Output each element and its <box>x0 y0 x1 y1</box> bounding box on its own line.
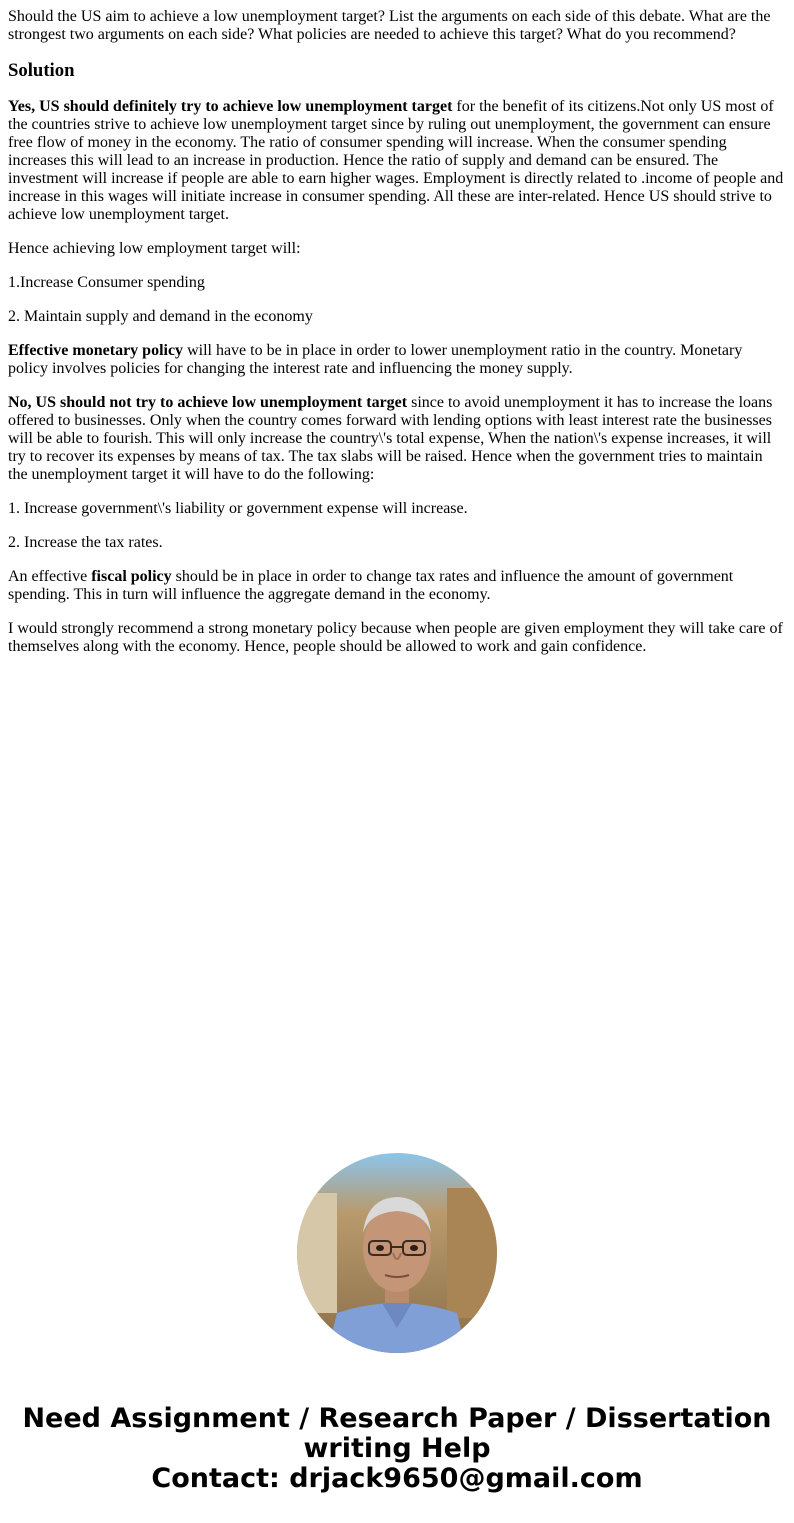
contact-footer <box>0 1404 794 1494</box>
fiscal-policy-prefix: An effective <box>8 568 92 585</box>
argument-against-text: since to avoid unemployment it has to increase the loans offered to businesses. Only when the country comes forward with lending options with least interest rate the businesses will be able to fourish. This will only increase the country\'s total expense, When the nation\'s expense increases, it will try to recover its expenses by means of tax. The tax slabs will be raised. Hence when the government tries to maintain the unemployment target it will have to do the following: <box>8 394 773 483</box>
recommendation-paragraph: I would strongly recommend a strong monetary policy because when people are given employment they will take care of themselves along with the economy. Hence, people should be allowed to work and gain confidence. <box>8 620 783 655</box>
argument-for-text: for the benefit of its citizens.Not only US most of the countries strive to achieve low unemployment target since by ruling out unemployment, the government can ensure free flow of money in the economy. The ratio of consumer spending will increase. When the consumer spending increases this will lead to an increase in production. Hence the ratio of supply and demand can be ensured. The investment will increase if people are able to earn higher wages. Employment is directly related to .income of people and increase in this wages will initiate increase in consumer spending. All these are inter-related. Hence US should strive to achieve low unemployment target. <box>8 98 784 223</box>
list-item: 1. Increase government\'s liability or government expense will increase. <box>8 500 468 517</box>
solution-heading: Solution <box>8 60 75 81</box>
question-text: Should the US aim to achieve a low unemployment target? List the arguments on each side of this debate. What are the strongest two arguments on each side? What policies are needed to achieve this target? What do you recommend? <box>8 8 771 43</box>
list-item: 2. Increase the tax rates. <box>8 534 163 551</box>
list-item: 2. Maintain supply and demand in the economy <box>8 308 313 325</box>
argument-for-heading: Yes, US should definitely try to achieve low unemployment target <box>8 98 453 115</box>
fiscal-policy-paragraph <box>8 568 786 604</box>
footer-contact: Contact: drjack9650@gmail.com <box>151 1463 643 1494</box>
fiscal-policy-text: should be in place in order to change tax rates and influence the amount of government spending. This in turn will influence the aggregate demand in the economy. <box>8 568 734 603</box>
fiscal-policy-heading: fiscal policy <box>91 568 172 585</box>
argument-against-heading: No, US should not try to achieve low unemployment target <box>8 394 408 411</box>
argument-for-paragraph <box>8 98 786 224</box>
summary-intro: Hence achieving low employment target will: <box>8 240 301 257</box>
monetary-policy-text: will have to be in place in order to lower unemployment ratio in the country. Monetary policy involves policies for changing the interest rate and influencing the money supply. <box>8 342 743 377</box>
document-body <box>8 8 786 672</box>
argument-against-paragraph <box>8 394 786 484</box>
avatar-portrait <box>297 1153 497 1353</box>
author-avatar <box>297 1153 497 1353</box>
monetary-policy-heading: Effective monetary policy <box>8 342 184 359</box>
footer-line-2: writing Help <box>303 1433 491 1464</box>
footer-line-1: Need Assignment / Research Paper / Dissertation <box>22 1403 772 1434</box>
list-item: 1.Increase Consumer spending <box>8 274 205 291</box>
monetary-policy-paragraph <box>8 342 786 378</box>
